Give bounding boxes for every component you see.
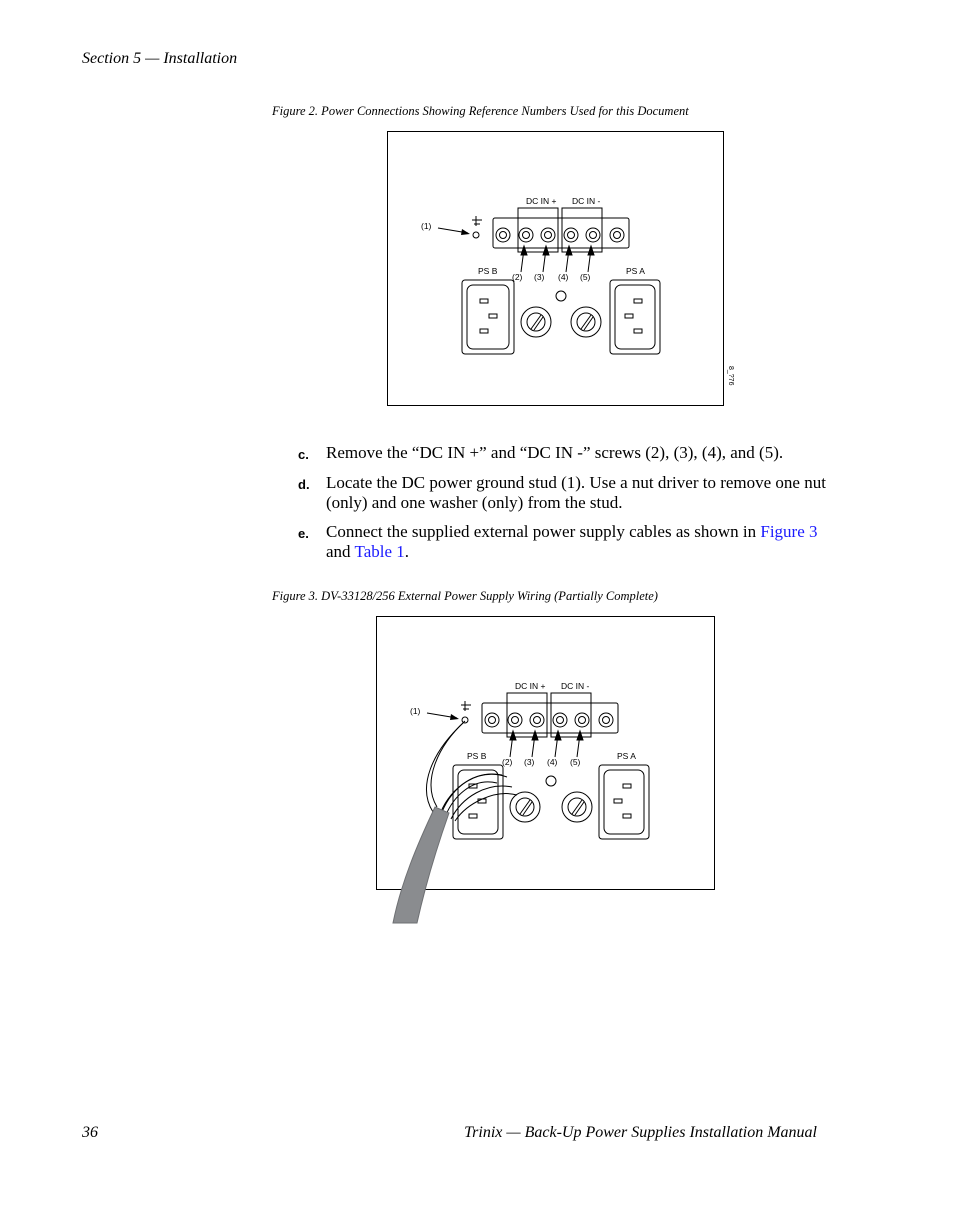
- ref1-label: (1): [421, 221, 432, 231]
- ps-a-inlet: [599, 765, 649, 839]
- ps-b-label: PS B: [467, 751, 487, 761]
- ref5-label: (5): [580, 272, 591, 282]
- figure-2-caption: Figure 2. Power Connections Showing Reference Numbers Used for this Document: [272, 104, 689, 118]
- ref3-label: (3): [534, 272, 545, 282]
- indicator-led: [556, 291, 566, 301]
- side-code: 8_?76: [727, 366, 734, 386]
- ref4-label: (4): [558, 272, 569, 282]
- step-c-text: Remove the “DC IN +” and “DC IN -” screws (2), (3), (4), and (5).: [326, 443, 784, 462]
- ps-b-label: PS B: [478, 266, 498, 276]
- ps-b-inlet: [462, 280, 514, 354]
- arrow-head-icon: [450, 714, 459, 720]
- arrow-head-icon: [461, 229, 470, 235]
- indicator-led: [546, 776, 556, 786]
- ref2-label: (2): [512, 272, 523, 282]
- ps-a-label: PS A: [626, 266, 645, 276]
- dc-minus-label: DC IN -: [561, 681, 590, 691]
- ground-stud: [473, 232, 479, 238]
- step-e-letter: e.: [298, 526, 309, 541]
- ground-icon: [461, 701, 471, 711]
- manual-title: Trinix — Back-Up Power Supplies Installation Manual: [464, 1124, 817, 1141]
- table-1-link[interactable]: Table 1: [354, 542, 405, 561]
- cable-bundle: [393, 807, 449, 923]
- terminal-block: [482, 703, 618, 733]
- step-c-letter: c.: [298, 447, 309, 462]
- page-number: 36: [82, 1124, 98, 1141]
- dc-plus-label: DC IN +: [526, 196, 557, 206]
- dc-plus-label: DC IN +: [515, 681, 546, 691]
- dc-minus-label: DC IN -: [572, 196, 601, 206]
- figure-3-caption: Figure 3. DV-33128/256 External Power Supply Wiring (Partially Complete): [272, 589, 658, 603]
- step-e-text-after: .: [404, 542, 410, 561]
- step-d-letter: d.: [298, 477, 310, 492]
- step-d-text: Locate the DC power ground stud (1). Use a nut driver to remove one nut (only) and one washer (only) from the stud.: [326, 473, 826, 512]
- step-e-text-before: Connect the supplied external power supply cables as shown in: [326, 522, 761, 541]
- ground-icon: [472, 216, 482, 226]
- figure-2-svg: [388, 132, 734, 407]
- ref3-label: (3): [524, 757, 535, 767]
- ref4-label: (4): [547, 757, 558, 767]
- step-e-text: [326, 522, 826, 562]
- ref5-label: (5): [570, 757, 581, 767]
- figure-3-link[interactable]: Figure 3: [760, 522, 818, 541]
- ref2-label: (2): [502, 757, 513, 767]
- ground-stud: [462, 717, 468, 723]
- step-e-text-mid: and: [326, 542, 355, 561]
- ps-a-inlet: [610, 280, 660, 354]
- ref1-label: (1): [410, 706, 421, 716]
- terminal-block: [493, 218, 629, 248]
- power-panel-diagram: [393, 693, 649, 923]
- section-header: Section 5 — Installation: [82, 50, 238, 67]
- power-panel-diagram: [438, 208, 660, 354]
- figure-2-diagram: [387, 131, 734, 406]
- figure-3-svg: [377, 617, 716, 927]
- figure-3-diagram: [376, 616, 715, 890]
- ps-a-label: PS A: [617, 751, 636, 761]
